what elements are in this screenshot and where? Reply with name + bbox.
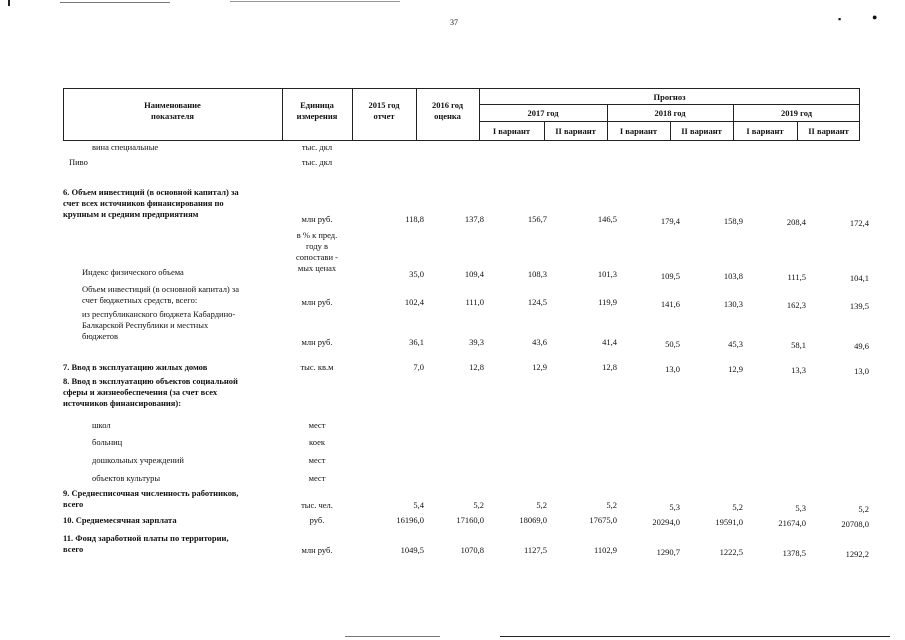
header-name: Наименование показателя (144, 100, 201, 121)
scan-dot-1: ▪ (838, 14, 842, 24)
row-unit: тыс. чел. (301, 500, 333, 510)
row-value: 58,1 (791, 340, 806, 350)
row-unit: млн руб. (301, 337, 333, 347)
row-value: 12,9 (532, 362, 547, 372)
row-value: 158,9 (723, 216, 743, 226)
header-2016: 2016 год оценка (431, 100, 464, 121)
scan-dot-2: ● (872, 12, 878, 22)
scan-line-top-2 (230, 1, 400, 2)
row-value: 146,5 (597, 214, 617, 224)
row-value: 5,3 (669, 502, 680, 512)
row-value: 119,9 (598, 297, 617, 307)
row-unit: тыс. кв.м (300, 362, 334, 372)
row-label: 7. Ввод в эксплуатацию жилых домов (63, 362, 208, 372)
row-value: 141,6 (660, 299, 680, 309)
row-value: 49,6 (854, 341, 869, 351)
row-unit: коек (309, 437, 325, 447)
row-value: 35,0 (409, 269, 424, 279)
header-2018-v2: II вариант (681, 126, 722, 136)
row-value: 139,5 (849, 301, 869, 311)
row-unit: в % к пред. году в сопостави - мых ценах (296, 230, 338, 273)
row-value: 5,2 (732, 502, 743, 512)
row-value: 12,8 (602, 362, 617, 372)
row-value: 1378,5 (782, 548, 806, 558)
row-value: 109,4 (464, 269, 484, 279)
row-value: 17675,0 (589, 515, 617, 525)
row-value: 50,5 (665, 339, 680, 349)
row-value: 36,1 (409, 337, 424, 347)
row-value: 130,3 (723, 299, 743, 309)
scan-line-bottom (345, 636, 440, 637)
header-2018-v1: I вариант (619, 126, 658, 136)
row-value: 19591,0 (715, 517, 743, 527)
row-value: 21674,0 (778, 518, 806, 528)
row-label: 10. Среднемесячная зарплата (63, 515, 177, 525)
row-unit: млн руб. (301, 214, 333, 224)
row-unit: тыс. дкл (301, 157, 333, 167)
header-forecast: Прогноз (653, 92, 686, 102)
row-value: 109,5 (660, 271, 680, 281)
row-label: объектов культуры (92, 473, 161, 483)
row-value: 104,1 (849, 273, 869, 283)
row-label: 11. Фонд заработной платы по территории, всего (63, 533, 229, 554)
row-value: 111,5 (787, 272, 806, 282)
row-value: 20294,0 (652, 517, 680, 527)
row-label: больниц (92, 437, 123, 447)
row-value: 1127,5 (523, 545, 547, 555)
header-2015: 2015 год отчет (368, 100, 400, 121)
row-value: 1292,2 (845, 549, 869, 559)
row-label: дошкольных учреждений (92, 455, 184, 465)
row-value: 5,2 (536, 500, 547, 510)
row-unit: мест (308, 420, 326, 430)
row-value: 208,4 (786, 217, 806, 227)
row-unit: мест (308, 455, 326, 465)
header-2017: 2017 год (527, 108, 559, 118)
header-2018: 2018 год (654, 108, 686, 118)
row-value: 111,0 (465, 297, 484, 307)
row-value: 124,5 (527, 297, 547, 307)
row-value: 1290,7 (656, 547, 680, 557)
row-value: 41,4 (602, 337, 617, 347)
row-label: из республиканского бюджета Кабардино- Балкарской Республики и местных бюджетов (82, 309, 236, 341)
row-value: 179,4 (660, 216, 680, 226)
row-value: 5,3 (795, 503, 806, 513)
page-number: 37 (450, 18, 458, 27)
scan-line-bottom-2 (500, 636, 890, 637)
row-unit: мест (308, 473, 326, 483)
row-value: 13,0 (665, 364, 680, 374)
row-value: 5,2 (606, 500, 617, 510)
row-label: 8. Ввод в эксплуатацию объектов социальной сферы и жизнеобеспечения (за счет всех источников финансирования): (63, 376, 238, 408)
row-value: 108,3 (527, 269, 547, 279)
header-2017-v2: II вариант (555, 126, 596, 136)
row-label: школ (92, 420, 111, 430)
row-label: Индекс физического объема (82, 267, 184, 277)
row-label: Пиво (69, 157, 88, 167)
row-value: 39,3 (469, 337, 484, 347)
row-value: 16196,0 (396, 515, 424, 525)
row-value: 101,3 (597, 269, 617, 279)
row-value: 12,9 (728, 364, 743, 374)
row-value: 1070,8 (460, 545, 484, 555)
row-value: 18069,0 (519, 515, 547, 525)
row-label: Объем инвестиций (в основной капитал) за счет бюджетных средств, всего: (82, 284, 240, 305)
row-value: 137,8 (464, 214, 484, 224)
row-value: 156,7 (527, 214, 547, 224)
row-value: 7,0 (413, 362, 424, 372)
row-value: 5,4 (413, 500, 424, 510)
scan-line-top (60, 2, 170, 3)
row-value: 102,4 (404, 297, 424, 307)
row-value: 1102,9 (593, 545, 617, 555)
header-2019: 2019 год (780, 108, 813, 118)
row-value: 13,3 (791, 365, 806, 375)
row-label: 6. Объем инвестиций (в основной капитал) за счет всех источников финансирования по крупным и средним предприятиям (63, 187, 239, 219)
row-value: 118,8 (405, 214, 424, 224)
row-value: 5,2 (858, 504, 869, 514)
row-value: 20708,0 (841, 519, 869, 529)
row-value: 1222,5 (719, 547, 743, 557)
scan-mark-top-left (8, 0, 10, 6)
row-unit: млн руб. (301, 545, 333, 555)
row-value: 17160,0 (456, 515, 484, 525)
row-value: 5,2 (473, 500, 484, 510)
header-2019-v1: I вариант (746, 126, 784, 136)
row-label: вина специальные (92, 142, 159, 152)
row-value: 172,4 (849, 218, 869, 228)
header-2017-v1: I вариант (492, 126, 531, 136)
row-unit: руб. (309, 515, 325, 525)
row-value: 162,3 (786, 300, 806, 310)
row-unit: тыс. дкл (301, 142, 333, 152)
header-unit: Единица измерения (296, 100, 338, 121)
row-value: 12,8 (469, 362, 484, 372)
row-value: 13,0 (854, 366, 869, 376)
row-value: 43,6 (532, 337, 547, 347)
row-value: 45,3 (728, 339, 743, 349)
row-label: 9. Среднесписочная численность работников, всего (63, 488, 239, 509)
row-value: 1049,5 (400, 545, 424, 555)
header-2019-v2: II вариант (808, 126, 849, 136)
row-unit: млн руб. (301, 297, 333, 307)
row-value: 103,8 (723, 271, 743, 281)
